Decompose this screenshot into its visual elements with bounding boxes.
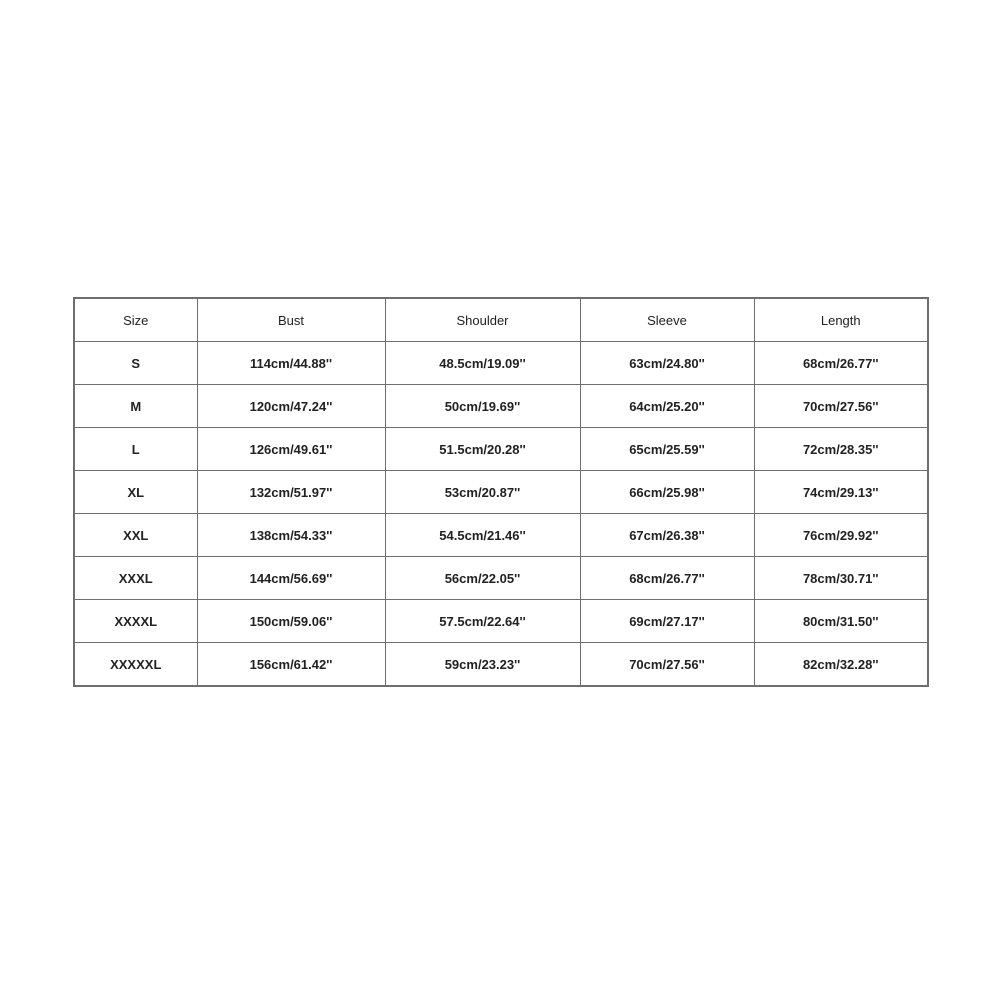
- cell-bust: 144cm/56.69'': [197, 557, 385, 600]
- cell-bust: 138cm/54.33'': [197, 514, 385, 557]
- cell-size: XL: [74, 471, 197, 514]
- cell-shoulder: 48.5cm/19.09'': [385, 342, 580, 385]
- header-bust: Bust: [197, 298, 385, 342]
- cell-bust: 114cm/44.88'': [197, 342, 385, 385]
- cell-bust: 156cm/61.42'': [197, 643, 385, 687]
- table-row: [74, 385, 928, 428]
- cell-shoulder: 50cm/19.69'': [385, 385, 580, 428]
- cell-length: 82cm/32.28'': [754, 643, 928, 687]
- table-row: [74, 471, 928, 514]
- table-header: [74, 298, 928, 342]
- cell-length: 68cm/26.77'': [754, 342, 928, 385]
- cell-size: L: [74, 428, 197, 471]
- table-row: [74, 514, 928, 557]
- table-row: [74, 557, 928, 600]
- cell-shoulder: 51.5cm/20.28'': [385, 428, 580, 471]
- cell-length: 76cm/29.92'': [754, 514, 928, 557]
- cell-shoulder: 54.5cm/21.46'': [385, 514, 580, 557]
- cell-size: XXXXXL: [74, 643, 197, 687]
- cell-sleeve: 63cm/24.80'': [580, 342, 754, 385]
- cell-size: XXXXL: [74, 600, 197, 643]
- cell-sleeve: 67cm/26.38'': [580, 514, 754, 557]
- cell-bust: 126cm/49.61'': [197, 428, 385, 471]
- cell-length: 80cm/31.50'': [754, 600, 928, 643]
- cell-sleeve: 66cm/25.98'': [580, 471, 754, 514]
- size-chart-table: [73, 297, 929, 687]
- cell-size: XXL: [74, 514, 197, 557]
- cell-sleeve: 68cm/26.77'': [580, 557, 754, 600]
- cell-shoulder: 57.5cm/22.64'': [385, 600, 580, 643]
- table-row: [74, 342, 928, 385]
- table-row: [74, 600, 928, 643]
- header-shoulder: Shoulder: [385, 298, 580, 342]
- cell-bust: 132cm/51.97'': [197, 471, 385, 514]
- cell-shoulder: 59cm/23.23'': [385, 643, 580, 687]
- table-body: [74, 342, 928, 687]
- cell-length: 78cm/30.71'': [754, 557, 928, 600]
- cell-bust: 120cm/47.24'': [197, 385, 385, 428]
- header-row: [74, 298, 928, 342]
- cell-sleeve: 65cm/25.59'': [580, 428, 754, 471]
- header-size: Size: [74, 298, 197, 342]
- table-row: [74, 428, 928, 471]
- cell-sleeve: 70cm/27.56'': [580, 643, 754, 687]
- cell-size: XXXL: [74, 557, 197, 600]
- cell-length: 74cm/29.13'': [754, 471, 928, 514]
- header-length: Length: [754, 298, 928, 342]
- cell-shoulder: 56cm/22.05'': [385, 557, 580, 600]
- cell-sleeve: 64cm/25.20'': [580, 385, 754, 428]
- cell-length: 72cm/28.35'': [754, 428, 928, 471]
- cell-length: 70cm/27.56'': [754, 385, 928, 428]
- cell-shoulder: 53cm/20.87'': [385, 471, 580, 514]
- cell-size: M: [74, 385, 197, 428]
- table-row: [74, 643, 928, 687]
- cell-sleeve: 69cm/27.17'': [580, 600, 754, 643]
- cell-size: S: [74, 342, 197, 385]
- header-sleeve: Sleeve: [580, 298, 754, 342]
- cell-bust: 150cm/59.06'': [197, 600, 385, 643]
